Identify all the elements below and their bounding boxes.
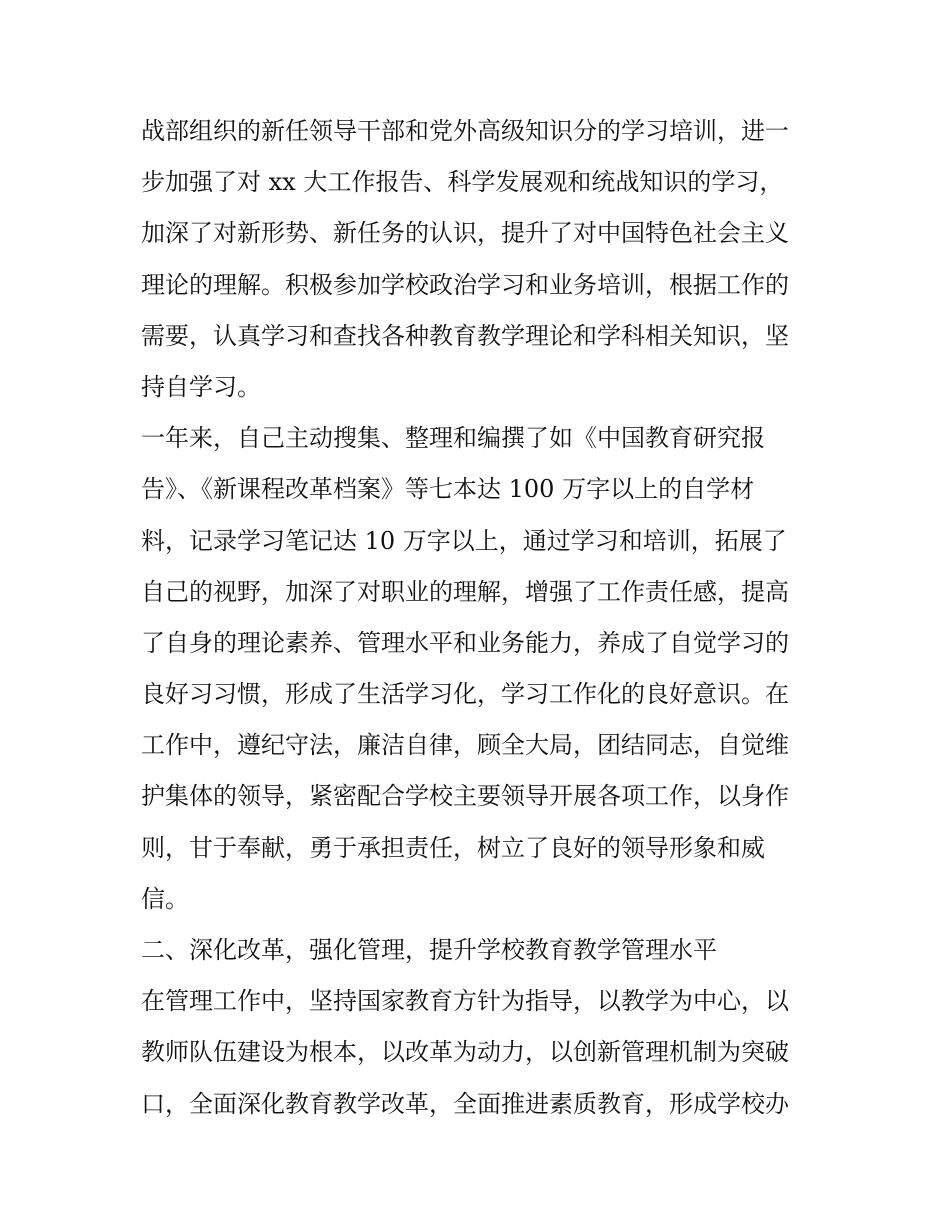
- text-line: 在管理工作中，坚持国家教育方针为指导，以教学为中心，以: [141, 987, 789, 1016]
- text-line: 自己的视野，加深了对职业的理解，增强了工作责任感，提高: [141, 577, 789, 606]
- text-line: 理论的理解。积极参加学校政治学习和业务培训，根据工作的: [141, 270, 789, 299]
- text-line: 一年来，自己主动搜集、整理和编撰了如《中国教育研究报: [141, 424, 765, 453]
- text-line: 则，甘于奉献，勇于承担责任，树立了良好的领导形象和威: [141, 833, 765, 862]
- text-line: 教师队伍建设为根本，以改革为动力，以创新管理机制为突破: [141, 1038, 789, 1067]
- text-line: 护集体的领导，紧密配合学校主要领导开展各项工作，以身作: [141, 782, 789, 811]
- body-text: [141, 106, 821, 1130]
- section-heading: 二、深化改革，强化管理，提升学校教育教学管理水平: [141, 936, 717, 964]
- text-line: 需要，认真学习和查找各种教育教学理论和学科相关知识，坚: [141, 321, 789, 350]
- text-line: 战部组织的新任领导干部和党外高级知识分的学习培训，进一: [141, 117, 789, 145]
- text-line: 工作中，遵纪守法，廉洁自律，顾全大局，团结同志，自觉维: [141, 731, 789, 760]
- text-line: 加深了对新形势、新任务的认识，提升了对中国特色社会主义: [141, 219, 789, 248]
- text-line: 了自身的理论素养、管理水平和业务能力，养成了自觉学习的: [141, 628, 789, 657]
- text-line: 信。: [141, 884, 189, 913]
- text-line: 持自学习。: [141, 372, 261, 401]
- text-line: 口，全面深化教育教学改革，全面推进素质教育，形成学校办: [141, 1089, 789, 1118]
- text-line: 告》、《新课程改革档案》等七本达 100 万字以上的自学材: [141, 475, 755, 504]
- text-line: 良好习习惯，形成了生活学习化，学习工作化的良好意识。在: [141, 680, 789, 709]
- text-line: 料，记录学习笔记达 10 万字以上，通过学习和培训，拓展了: [141, 526, 787, 555]
- text-line: 步加强了对 xx 大工作报告、科学发展观和统战知识的学习，: [141, 168, 784, 197]
